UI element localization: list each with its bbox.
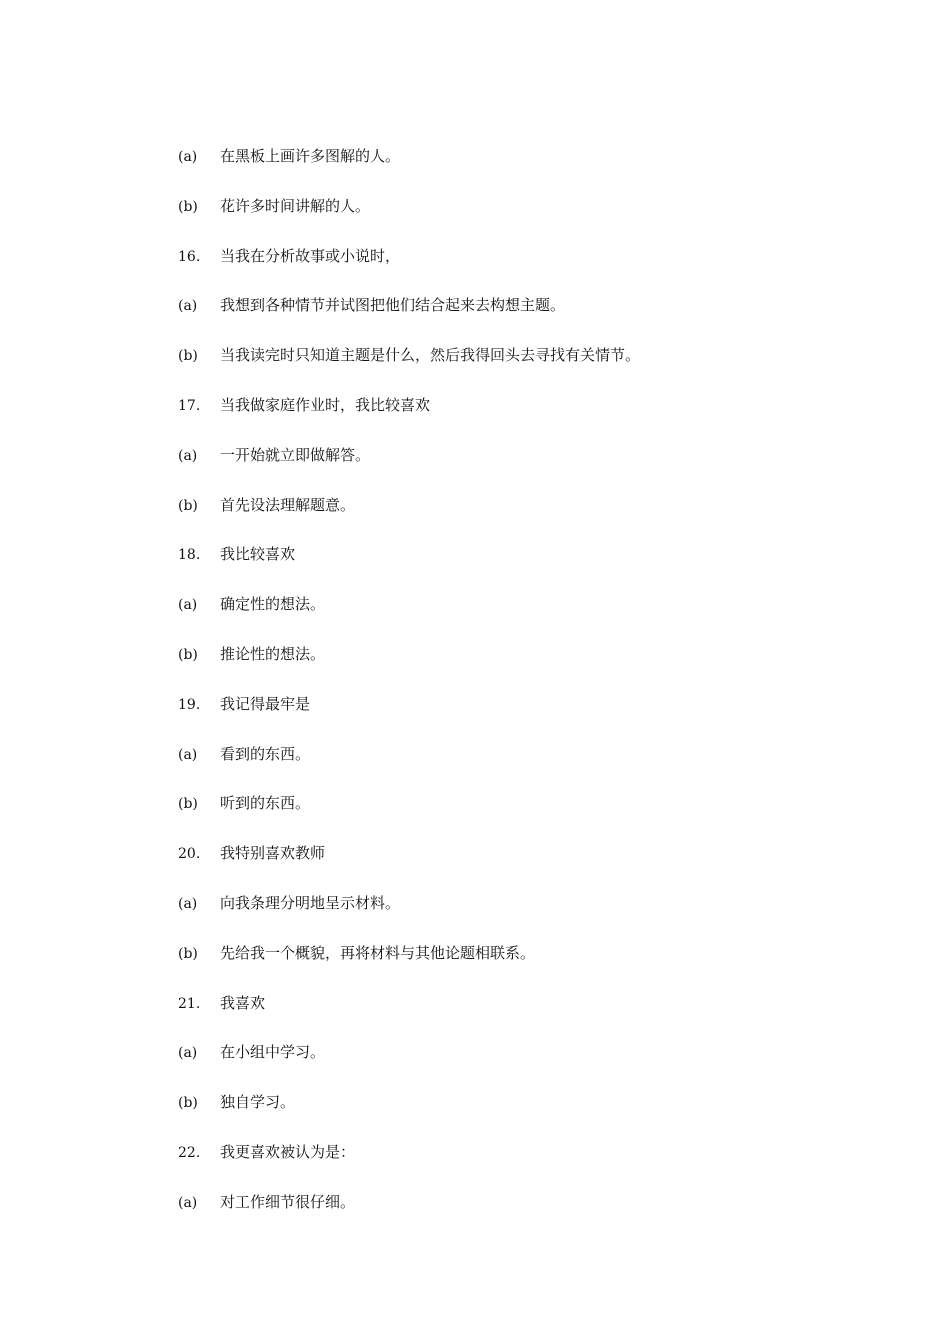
line-text: 当我读完时只知道主题是什么，然后我得回头去寻找有关情节。 [220, 346, 641, 365]
line-marker: (a) [178, 1045, 198, 1062]
line-text: 听到的东西。 [220, 794, 311, 813]
question-line [178, 841, 878, 891]
line-text: 我比较喜欢 [220, 545, 296, 564]
line-text: 我喜欢 [220, 993, 266, 1012]
line-marker: 22. [178, 1144, 201, 1161]
option-line [178, 493, 878, 543]
line-text: 向我条理分明地呈示材料。 [220, 893, 401, 912]
option-line [178, 742, 878, 792]
line-marker: (b) [178, 646, 198, 663]
option-line [178, 642, 878, 692]
line-marker: 19. [178, 696, 201, 713]
line-marker: 18. [178, 547, 201, 564]
line-marker: (a) [178, 149, 198, 165]
line-text: 在黑板上画许多图解的人。 [220, 147, 401, 165]
line-marker: 20. [178, 846, 201, 863]
line-marker: (b) [178, 348, 198, 365]
question-line [178, 393, 878, 443]
questionnaire-lines [178, 144, 878, 1240]
option-line [178, 194, 878, 244]
line-text: 我更喜欢被认为是： [220, 1142, 356, 1161]
option-line [178, 791, 878, 841]
option-line [178, 941, 878, 991]
question-line [178, 542, 878, 592]
line-marker: (b) [178, 1095, 198, 1112]
line-marker: (a) [178, 298, 198, 315]
line-text: 一开始就立即做解答。 [220, 445, 371, 464]
option-line [178, 443, 878, 493]
line-marker: 17. [178, 397, 201, 414]
line-marker: (b) [178, 945, 198, 962]
line-text: 首先设法理解题意。 [220, 495, 356, 514]
line-text: 对工作细节很仔细。 [220, 1192, 356, 1211]
question-line [178, 692, 878, 742]
line-marker: (a) [178, 1194, 198, 1211]
option-line [178, 343, 878, 393]
line-marker: 21. [178, 995, 201, 1012]
line-marker: (a) [178, 746, 198, 763]
line-text: 先给我一个概貌，再将材料与其他论题相联系。 [220, 943, 536, 962]
line-text: 独自学习。 [220, 1093, 296, 1112]
line-marker: 16. [178, 248, 201, 265]
option-line [178, 144, 878, 194]
line-text: 当我在分析故事或小说时， [220, 246, 401, 265]
question-line [178, 1140, 878, 1190]
line-text: 我想到各种情节并试图把他们结合起来去构想主题。 [220, 296, 566, 315]
line-marker: (b) [178, 198, 198, 215]
option-line [178, 1190, 878, 1240]
line-text: 花许多时间讲解的人。 [220, 196, 371, 215]
option-line [178, 1090, 878, 1140]
line-text: 推论性的想法。 [220, 644, 326, 663]
option-line [178, 1040, 878, 1090]
line-marker: (b) [178, 497, 198, 514]
option-line [178, 293, 878, 343]
line-text: 在小组中学习。 [220, 1043, 326, 1062]
question-line [178, 991, 878, 1041]
line-marker: (a) [178, 895, 198, 912]
line-marker: (a) [178, 597, 198, 614]
question-line [178, 244, 878, 294]
line-text: 确定性的想法。 [220, 595, 326, 614]
line-text: 我特别喜欢教师 [220, 844, 326, 863]
option-line [178, 592, 878, 642]
option-line [178, 891, 878, 941]
line-marker: (a) [178, 447, 198, 464]
line-text: 当我做家庭作业时，我比较喜欢 [220, 395, 431, 414]
line-marker: (b) [178, 796, 198, 813]
line-text: 看到的东西。 [220, 744, 311, 763]
line-text: 我记得最牢是 [220, 694, 311, 713]
